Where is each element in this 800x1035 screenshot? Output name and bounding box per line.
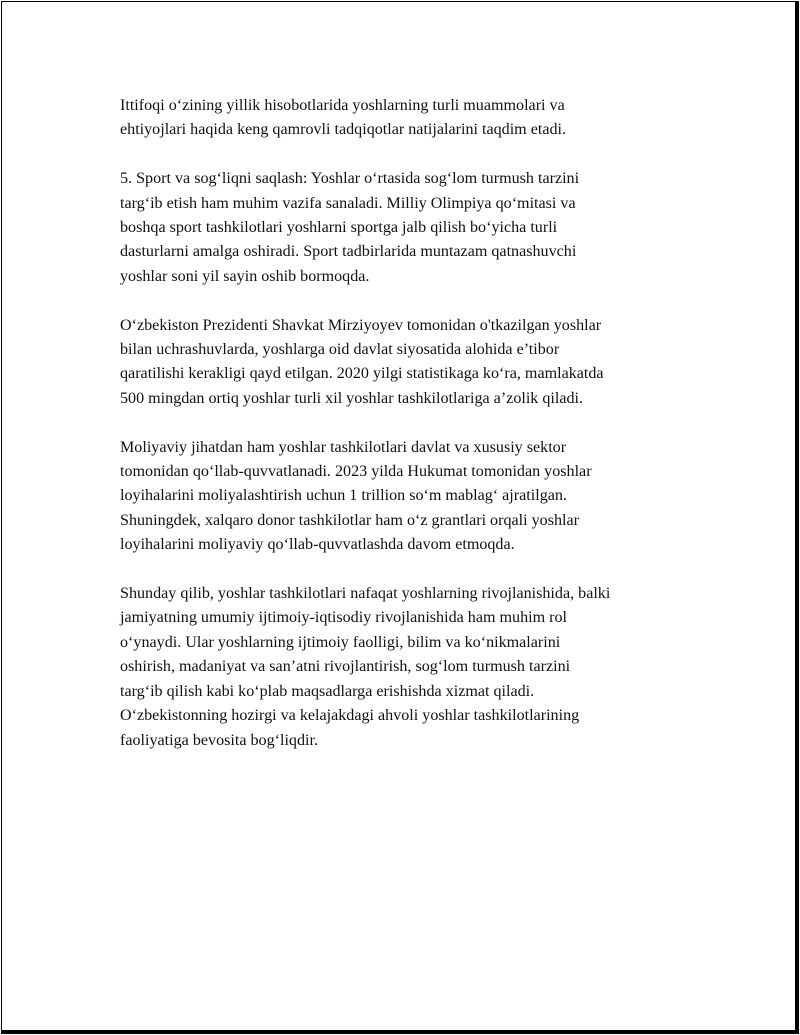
paragraph-conclusion bbox=[120, 582, 720, 753]
text-line: bilan uchrashuvlarda, yoshlarga oid davlat siyosatida alohida e’tibor bbox=[120, 341, 560, 359]
text-line: 500 mingdan ortiq yoshlar turli xil yoshlar tashkilotlariga a’zolik qiladi. bbox=[120, 389, 584, 407]
text-line: oshirish, madaniyat va san’atni rivojlantirish, sog‘lom turmush tarzini bbox=[120, 658, 571, 676]
document-body bbox=[120, 94, 720, 777]
text-line: ehtiyojlari haqida keng qamrovli tadqiqotlar natijalarini taqdim etadi. bbox=[120, 121, 567, 139]
text-line: o‘ynaydi. Ular yoshlarning ijtimoiy faolligi, bilim va ko‘nikmalarini bbox=[120, 633, 561, 651]
text-line: 5. Sport va sog‘liqni saqlash: Yoshlar o‘rtasida sog‘lom turmush tarzini bbox=[120, 170, 580, 188]
text-line: loyihalarini moliyalashtirish uchun 1 trillion so‘m mablag‘ ajratilgan. bbox=[120, 487, 567, 505]
text-line: jamiyatning umumiy ijtimoiy-iqtisodiy rivojlanishida ham muhim rol bbox=[120, 609, 568, 627]
text-line: qaratilishi kerakligi qayd etilgan. 2020 yilgi statistikaga ko‘ra, mamlakatda bbox=[120, 365, 604, 383]
paragraph-youth-union-reports bbox=[120, 94, 720, 143]
text-line: O‘zbekistonning hozirgi va kelajakdagi ahvoli yoshlar tashkilotlarining bbox=[120, 707, 580, 725]
text-line: Ittifoqi o‘zining yillik hisobotlarida yoshlarning turli muammolari va bbox=[120, 97, 565, 114]
text-line: loyihalarini moliyaviy qo‘llab-quvvatlashda davom etmoqda. bbox=[120, 536, 515, 554]
paragraph-financial-support bbox=[120, 436, 720, 558]
text-line: targ‘ib etish ham muhim vazifa sanaladi. Milliy Olimpiya qo‘mitasi va bbox=[120, 194, 576, 212]
text-line: Shunday qilib, yoshlar tashkilotlari nafaqat yoshlarning rivojlanishida, balki bbox=[120, 585, 611, 603]
text-line: yoshlar soni yil sayin oshib bormoqda. bbox=[120, 267, 370, 285]
text-line: boshqa sport tashkilotlari yoshlarni sportga jalb qilish bo‘yicha turli bbox=[120, 219, 558, 237]
page-frame bbox=[1, 1, 799, 1034]
paragraph-sport-and-health bbox=[120, 167, 720, 289]
text-line: dasturlarni amalga oshiradi. Sport tadbirlarida muntazam qatnashuvchi bbox=[120, 243, 577, 261]
text-line: faoliyatiga bevosita bog‘liqdir. bbox=[120, 731, 318, 749]
text-line: Shuningdek, xalqaro donor tashkilotlar ham o‘z grantlari orqali yoshlar bbox=[120, 511, 580, 529]
paragraph-president-meetings bbox=[120, 314, 720, 412]
text-line: O‘zbekiston Prezidenti Shavkat Mirziyoyev tomonidan o'tkazilgan yoshlar bbox=[120, 316, 602, 334]
text-line: targ‘ib qilish kabi ko‘plab maqsadlarga erishishda xizmat qiladi. bbox=[120, 682, 535, 700]
text-line: tomonidan qo‘llab-quvvatlanadi. 2023 yilda Hukumat tomonidan yoshlar bbox=[120, 463, 592, 481]
text-line: Moliyaviy jihatdan ham yoshlar tashkilotlari davlat va xususiy sektor bbox=[120, 438, 567, 456]
